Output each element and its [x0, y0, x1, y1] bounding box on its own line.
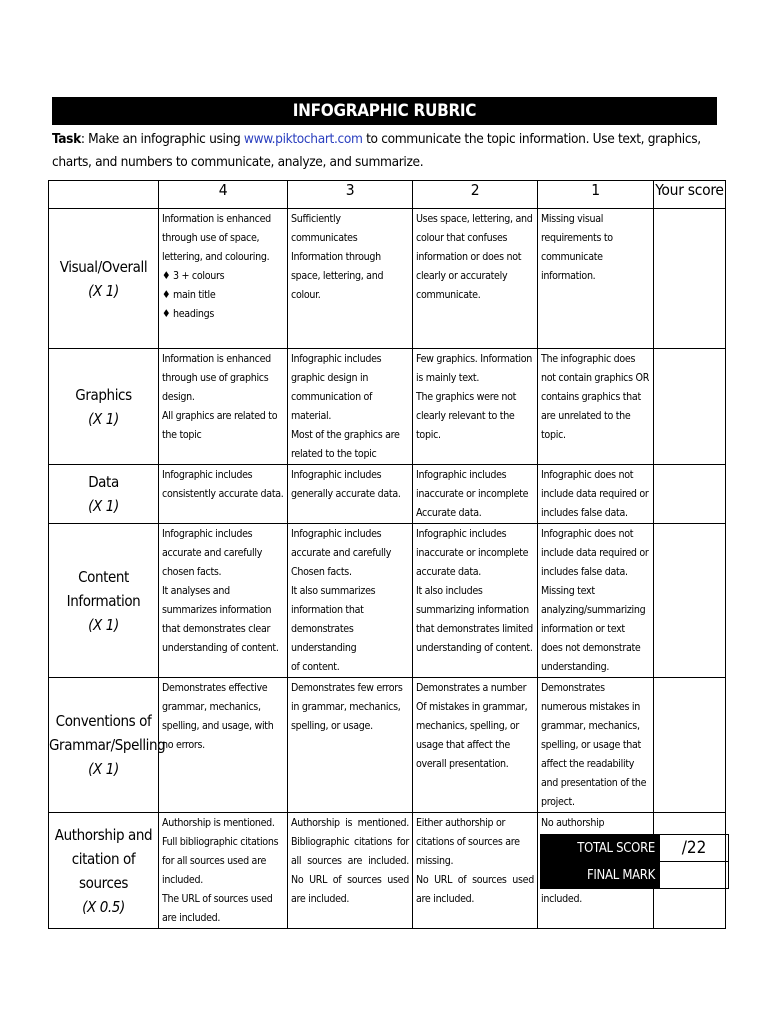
cell-line: It also summarizes information that demonstrates understanding — [291, 585, 376, 654]
criterion-multiplier: (X 1) — [88, 281, 119, 300]
criterion-cell — [49, 349, 159, 465]
cell-line: Information is enhanced through use of space, lettering, and colouring. — [162, 213, 271, 263]
cell-line: No authorship — [541, 817, 605, 829]
cell-line: of content. — [291, 661, 340, 673]
your-score-cell[interactable] — [654, 465, 726, 524]
cell-line: The graphics were not clearly relevant to the topic. — [416, 391, 517, 441]
level-2-cell — [413, 678, 538, 813]
final-mark-value[interactable] — [660, 862, 729, 889]
level-3-cell — [288, 813, 413, 929]
criterion-label: Graphics — [75, 385, 132, 404]
level-2-cell — [413, 209, 538, 349]
cell-line: Chosen facts. — [291, 566, 352, 578]
cell-line: Most of the graphics are related to the topic — [291, 429, 400, 460]
cell-line: Infographic includes generally accurate data. — [291, 469, 401, 500]
cell-line: Infographic does not include data required or includes false data. — [541, 528, 649, 578]
level-1-cell — [538, 465, 654, 524]
cell-line: Demonstrates effective grammar, mechanics, spelling, and usage, with no errors. — [162, 682, 274, 751]
cell-line: does not demonstrate understanding. — [541, 642, 641, 673]
your-score-cell[interactable] — [654, 349, 726, 465]
cell-line: ♦ main title — [162, 289, 216, 301]
header-cell-4: 4 — [159, 181, 288, 209]
level-2-cell — [413, 524, 538, 678]
level-1-cell — [538, 678, 654, 813]
table-row — [49, 678, 726, 813]
level-1-cell — [538, 349, 654, 465]
criterion-label: Authorship and citation of sources — [54, 825, 153, 892]
cell-line: Accurate data. — [416, 507, 482, 519]
cell-line: Either authorship or citations of sources are missing. — [416, 817, 520, 867]
cell-line: Few graphics. Information is mainly text. — [416, 353, 533, 384]
level-1-cell — [538, 209, 654, 349]
cell-line: Missing visual requirements to communicate information. — [541, 213, 613, 282]
total-score-label: TOTAL SCORE — [541, 835, 660, 862]
cell-line: Infographic includes graphic design in communication of material. — [291, 353, 382, 422]
cell-line: Sufficiently communicates Information through space, lettering, and colour. — [291, 213, 384, 301]
cell-line: Demonstrates numerous mistakes in grammar, mechanics, spelling, or usage that affect the readability and presentation of the project. — [541, 682, 647, 808]
task-label: Task — [52, 131, 81, 147]
cell-line: The infographic does not contain graphics OR contains graphics that are unrelated to the topic. — [541, 353, 650, 441]
header-cell-2: 2 — [413, 181, 538, 209]
table-row — [49, 349, 726, 465]
level-2-cell — [413, 813, 538, 929]
total-score-value[interactable]: /22 — [660, 835, 729, 862]
level-3-cell — [288, 465, 413, 524]
cell-line: understanding of content. — [416, 642, 533, 654]
cell-line: Of mistakes in grammar, mechanics, spelling, or usage that affect the overall presentation. — [416, 701, 528, 770]
cell-line: All graphics are related to the topic — [162, 410, 278, 441]
cell-line: The URL of sources used are included. — [162, 893, 273, 924]
cell-line: Infographic includes inaccurate or incomplete — [416, 469, 529, 500]
criterion-cell — [49, 813, 159, 929]
cell-line: Infographic includes inaccurate or incomplete — [416, 528, 529, 559]
cell-line: Authorship is mentioned. Full bibliographic citations for all sources used are included. — [162, 817, 279, 886]
table-row — [49, 524, 726, 678]
criterion-multiplier: (X 1) — [88, 760, 119, 778]
cell-line: Missing text analyzing/summarizing information or text — [541, 585, 646, 635]
rubric-table — [48, 180, 726, 929]
level-4-cell — [159, 813, 288, 929]
header-cell-your-score: Your score — [654, 181, 726, 209]
criterion-label: Visual/Overall — [59, 257, 148, 276]
criterion-multiplier: (X 1) — [88, 497, 119, 515]
header-cell-1: 1 — [538, 181, 654, 209]
header-cell-3: 3 — [288, 181, 413, 209]
cell-line: Uses space, lettering, and colour that confuses information or does not clearly or accurately communicate. — [416, 213, 533, 301]
cell-line: Authorship is mentioned. Bibliographic citations for all sources are included. No URL of sources used are included. — [291, 817, 409, 905]
cell-line: No URL of sources used are included. — [416, 874, 534, 905]
criterion-label: Conventions of Grammar/Spelling — [49, 712, 166, 754]
level-3-cell — [288, 678, 413, 813]
criterion-label: Data — [88, 473, 119, 491]
level-4-cell — [159, 678, 288, 813]
criterion-cell — [49, 524, 159, 678]
criterion-cell — [49, 678, 166, 813]
criterion-multiplier: (X 1) — [88, 409, 119, 428]
cell-line: Demonstrates a number — [416, 682, 527, 694]
cell-line: ♦ 3 + colours — [162, 270, 225, 282]
your-score-cell[interactable] — [654, 209, 726, 349]
final-mark-row — [541, 862, 729, 889]
cell-line: It also includes summarizing information that demonstrates limited — [416, 585, 533, 635]
cell-line: Infographic does not include data required or includes false data. — [541, 469, 649, 519]
level-4-cell — [159, 465, 288, 524]
level-2-cell — [413, 465, 538, 524]
final-mark-label: FINAL MARK — [541, 862, 660, 889]
level-3-cell — [288, 209, 413, 349]
cell-line: Infographic includes accurate and carefully — [291, 528, 392, 559]
level-1-cell — [538, 524, 654, 678]
cell-line: It analyses and summarizes information that demonstrates clear understanding of content. — [162, 585, 279, 654]
total-score-row — [541, 835, 729, 862]
your-score-cell[interactable] — [654, 678, 726, 813]
level-4-cell — [159, 524, 288, 678]
your-score-cell[interactable] — [654, 524, 726, 678]
table-row — [49, 209, 726, 349]
cell-line: Information is enhanced through use of graphics design. — [162, 353, 271, 403]
table-row — [49, 465, 726, 524]
cell-line: ♦ headings — [162, 308, 215, 320]
piktochart-link[interactable]: www.piktochart.com — [243, 131, 363, 147]
task-text-pre: : Make an infographic using — [80, 131, 244, 147]
rubric-title: INFOGRAPHIC RUBRIC — [52, 97, 717, 125]
level-4-cell — [159, 209, 288, 349]
header-row — [49, 181, 726, 209]
cell-line: included. — [541, 893, 582, 905]
level-2-cell — [413, 349, 538, 465]
level-3-cell — [288, 349, 413, 465]
criterion-label: Content Information — [66, 567, 141, 610]
totals-table — [540, 834, 729, 889]
level-3-cell — [288, 524, 413, 678]
criterion-cell — [49, 465, 159, 524]
criterion-multiplier: (X 0.5) — [82, 897, 125, 916]
cell-line: accurate data. — [416, 566, 482, 578]
criterion-multiplier: (X 1) — [88, 615, 119, 634]
header-cell-criterion — [49, 181, 159, 209]
cell-line: Demonstrates few errors in grammar, mechanics, spelling, or usage. — [291, 682, 403, 732]
task-text-post: to communicate the topic information. Use text, graphics, charts, and numbers to communicate, analyze, and summarize. — [52, 131, 701, 170]
cell-line: Infographic includes accurate and carefully chosen facts. — [162, 528, 263, 578]
criterion-cell — [49, 209, 159, 349]
cell-line: Infographic includes consistently accurate data. — [162, 469, 284, 500]
task-description — [52, 128, 732, 174]
level-4-cell — [159, 349, 288, 465]
